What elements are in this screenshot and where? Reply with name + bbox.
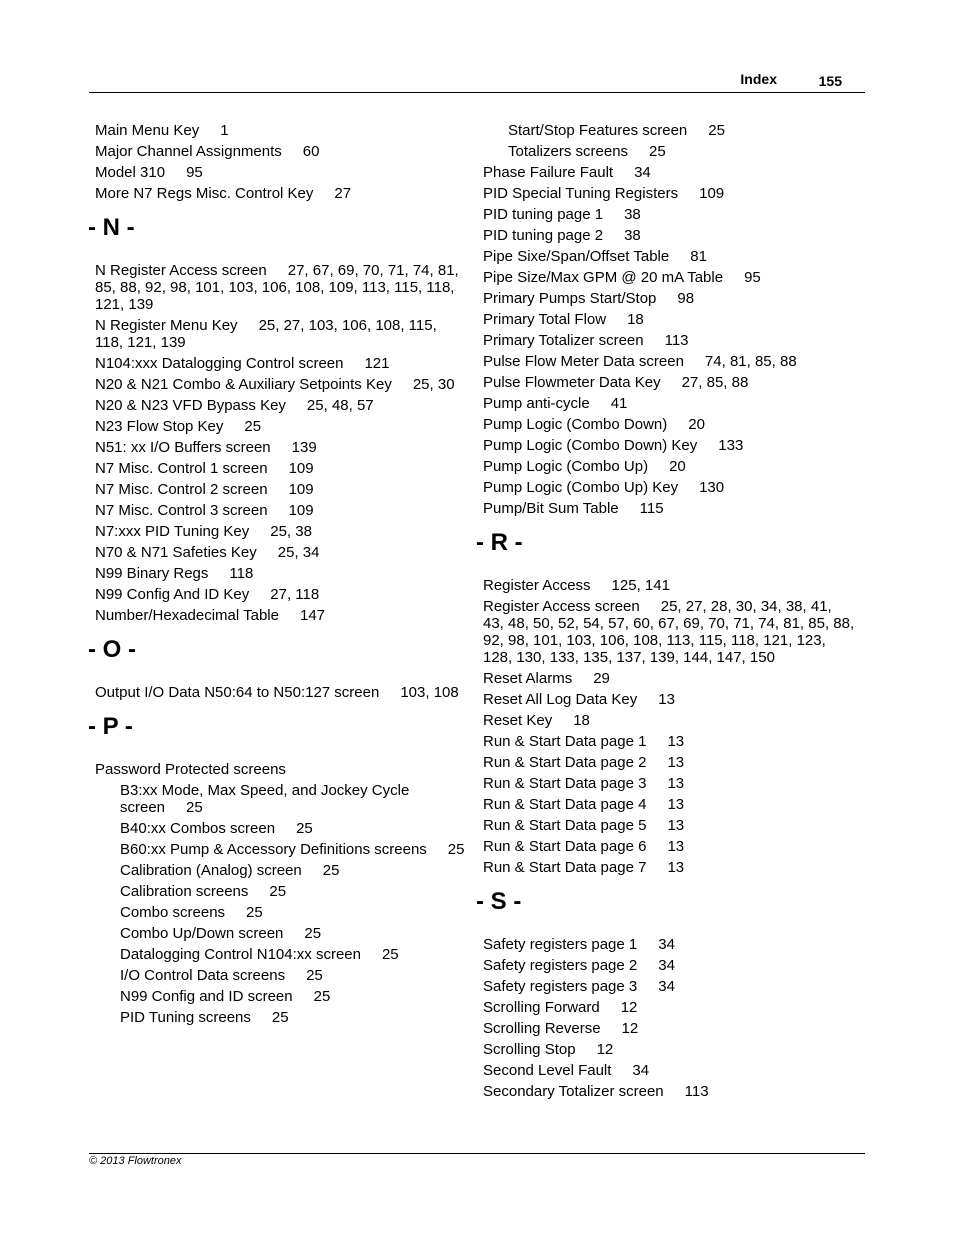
entry-term: N7:xxx PID Tuning Key	[95, 523, 250, 540]
page-header	[89, 70, 865, 93]
index-entry	[483, 936, 855, 953]
index-entry	[95, 397, 467, 414]
entry-pages: 25	[381, 946, 399, 963]
index-subentry	[95, 820, 467, 837]
index-entry	[95, 317, 467, 351]
entry-pages: 109	[288, 502, 314, 519]
entry-pages: 13	[667, 838, 685, 855]
entry-term: Safety registers page 2	[483, 957, 638, 974]
index-entry	[95, 684, 467, 701]
entry-term: Output I/O Data N50:64 to N50:127 screen	[95, 684, 380, 701]
entry-pages: 25	[296, 820, 313, 837]
index-entry	[483, 957, 855, 974]
index-entry	[95, 565, 467, 582]
index-entry	[483, 1083, 855, 1100]
entry-pages: 13	[667, 796, 685, 813]
index-entry	[483, 775, 855, 792]
entry-term: N7 Misc. Control 3 screen	[95, 502, 268, 519]
entry-pages: 13	[667, 754, 685, 771]
entry-term: Combo screens	[120, 904, 226, 921]
index-entry	[95, 607, 467, 624]
index-entry	[483, 269, 855, 286]
entry-term: B40:xx Combos screen	[120, 820, 276, 837]
entry-term: PID Tuning screens	[120, 1009, 251, 1026]
entry-term: Calibration screens	[120, 883, 249, 900]
index-entry	[95, 523, 467, 540]
entry-term: More N7 Regs Misc. Control Key	[95, 185, 314, 202]
section-heading: - S -	[476, 888, 522, 915]
entry-pages: 1	[220, 122, 229, 139]
entry-pages: 81	[690, 248, 707, 265]
index-entry	[483, 999, 855, 1016]
index-entry	[483, 500, 855, 517]
index-entry	[483, 796, 855, 813]
entry-pages: 27, 118	[270, 586, 320, 603]
page-footer	[89, 1153, 865, 1167]
entry-term: Register Access screen	[483, 598, 640, 615]
entry-pages: 25, 48, 57	[306, 397, 374, 414]
entry-term: Pump Logic (Combo Up) Key	[483, 479, 679, 496]
index-subentry	[95, 883, 467, 900]
entry-pages: 25	[322, 862, 340, 879]
entry-pages: 13	[667, 859, 685, 876]
entry-term: PID tuning page 1	[483, 206, 604, 223]
entry-term: Reset Alarms	[483, 670, 573, 687]
index-entry	[483, 712, 855, 729]
entry-term: N7 Misc. Control 2 screen	[95, 481, 268, 498]
index-subentry	[95, 841, 467, 858]
entry-term: Run & Start Data page 4	[483, 796, 647, 813]
index-entry	[483, 227, 855, 244]
entry-term: Run & Start Data page 1	[483, 733, 647, 750]
entry-term: Run & Start Data page 7	[483, 859, 647, 876]
entry-term: N104:xxx Datalogging Control screen	[95, 355, 344, 372]
entry-pages: 25, 30	[412, 376, 455, 393]
entry-term: Primary Pumps Start/Stop	[483, 290, 657, 307]
entry-pages: 13	[667, 775, 685, 792]
index-entry	[95, 544, 467, 561]
entry-pages: 12	[596, 1041, 614, 1058]
entry-pages: 25	[306, 967, 323, 984]
index-entry	[95, 262, 467, 313]
index-column-left	[88, 122, 467, 1030]
entry-pages: 133	[718, 437, 744, 454]
index-entry	[483, 598, 855, 666]
entry-term: Major Channel Assignments	[95, 143, 282, 160]
index-entry	[483, 978, 855, 995]
entry-term: N99 Config And ID Key	[95, 586, 250, 603]
entry-pages: 147	[299, 607, 326, 624]
index-entry	[483, 206, 855, 223]
entry-term: PID Special Tuning Registers	[483, 185, 679, 202]
entry-term: Totalizers screens	[508, 143, 629, 160]
index-entry	[483, 577, 855, 594]
entry-pages: 130	[699, 479, 725, 496]
entry-term: N20 & N21 Combo & Auxiliary Setpoints Key	[95, 376, 392, 393]
index-subentry	[95, 904, 467, 921]
index-entry	[483, 332, 855, 349]
entry-pages: 25	[313, 988, 331, 1005]
entry-pages: 12	[620, 999, 638, 1016]
entry-term: N70 & N71 Safeties Key	[95, 544, 257, 561]
section-heading: - P -	[88, 713, 133, 740]
entry-term: Pipe Size/Max GPM @ 20 mA Table	[483, 269, 724, 286]
entry-term: Run & Start Data page 6	[483, 838, 647, 855]
entry-pages: 38	[624, 206, 641, 223]
index-entry	[483, 859, 855, 876]
entry-pages: 20	[669, 458, 686, 475]
section-heading: - N -	[88, 214, 135, 241]
index-entry	[483, 838, 855, 855]
entry-pages: 95	[744, 269, 761, 286]
entry-pages: 25	[304, 925, 322, 942]
entry-pages: 139	[291, 439, 317, 456]
entry-pages: 25, 38	[270, 523, 312, 540]
index-entry	[95, 502, 467, 519]
index-subentry	[95, 967, 467, 984]
entry-pages: 103, 108	[400, 684, 459, 701]
entry-term: N Register Menu Key	[95, 317, 238, 334]
entry-term: Datalogging Control N104:xx screen	[120, 946, 361, 963]
entry-term: Scrolling Reverse	[483, 1020, 601, 1037]
entry-term: Pulse Flow Meter Data screen	[483, 353, 684, 370]
entry-term: Register Access	[483, 577, 591, 594]
entry-pages: 118	[229, 565, 254, 582]
entry-pages: 27, 85, 88	[681, 374, 749, 391]
entry-pages: 25	[708, 122, 725, 139]
header-title: Index	[740, 71, 777, 87]
entry-pages: 12	[621, 1020, 639, 1037]
entry-term: Safety registers page 1	[483, 936, 638, 953]
footer-copyright: © 2013 Flowtronex	[89, 1155, 182, 1167]
entry-pages: 25, 34	[277, 544, 320, 561]
entry-term: Pump Logic (Combo Down)	[483, 416, 668, 433]
index-entry	[95, 143, 467, 160]
entry-term: Safety registers page 3	[483, 978, 638, 995]
entry-pages: 34	[658, 957, 675, 974]
index-column-right	[476, 122, 855, 1104]
entry-term: Combo Up/Down screen	[120, 925, 284, 942]
entry-term: Run & Start Data page 3	[483, 775, 647, 792]
entry-term: Pulse Flowmeter Data Key	[483, 374, 661, 391]
index-entry	[483, 670, 855, 687]
page-number: 155	[818, 73, 842, 89]
entry-term: I/O Control Data screens	[120, 967, 286, 984]
index-entry	[483, 395, 855, 412]
index-entry	[483, 817, 855, 834]
index-entry	[483, 185, 855, 202]
index-entry	[483, 1020, 855, 1037]
entry-term: Reset Key	[483, 712, 553, 729]
entry-pages: 109	[699, 185, 725, 202]
entry-pages: 18	[573, 712, 590, 729]
index-entry	[483, 290, 855, 307]
entry-term: Run & Start Data page 2	[483, 754, 647, 771]
entry-pages: 38	[624, 227, 641, 244]
index-entry	[483, 1062, 855, 1079]
entry-term: Calibration (Analog) screen	[120, 862, 302, 879]
entry-pages: 25	[246, 904, 263, 921]
entry-pages: 27, 67, 69, 70, 71, 74, 81, 85, 88, 92, 98, 101, 103, 106, 108, 109, 113, 115, 118, 121, 139	[95, 262, 459, 313]
entry-pages: 13	[667, 733, 685, 750]
index-entry	[95, 761, 467, 778]
index-entry	[483, 437, 855, 454]
index-subentry	[95, 782, 467, 816]
entry-pages: 34	[632, 1062, 650, 1079]
index-entry	[483, 754, 855, 771]
entry-pages: 13	[658, 691, 675, 708]
entry-pages: 34	[634, 164, 651, 181]
entry-term: N51: xx I/O Buffers screen	[95, 439, 271, 456]
index-entry	[95, 418, 467, 435]
index-entry	[483, 374, 855, 391]
entry-term: Model 310	[95, 164, 166, 181]
entry-term: Scrolling Forward	[483, 999, 600, 1016]
entry-pages: 98	[677, 290, 695, 307]
entry-term: B60:xx Pump & Accessory Definitions screens	[120, 841, 427, 858]
entry-pages: 25, 27, 103, 106, 108, 115, 118, 121, 139	[95, 317, 437, 351]
entry-pages: 34	[658, 936, 675, 953]
entry-term: Second Level Fault	[483, 1062, 612, 1079]
index-entry	[95, 355, 467, 372]
entry-term: N7 Misc. Control 1 screen	[95, 460, 268, 477]
entry-pages: 25	[271, 1009, 289, 1026]
entry-pages: 20	[688, 416, 705, 433]
entry-pages: 60	[302, 143, 320, 160]
index-subentry	[95, 988, 467, 1005]
entry-term: Phase Failure Fault	[483, 164, 614, 181]
entry-pages: 18	[627, 311, 644, 328]
entry-pages: 125, 141	[611, 577, 670, 594]
index-entry	[95, 376, 467, 393]
index-entry	[95, 164, 467, 181]
entry-pages: 29	[593, 670, 610, 687]
entry-term: Run & Start Data page 5	[483, 817, 647, 834]
index-subentry	[95, 1009, 467, 1026]
index-entry	[483, 416, 855, 433]
entry-pages: 113	[664, 332, 689, 349]
index-entry	[483, 479, 855, 496]
entry-pages: 34	[658, 978, 675, 995]
index-entry	[483, 733, 855, 750]
entry-pages: 109	[288, 481, 314, 498]
index-entry	[95, 460, 467, 477]
entry-term: N Register Access screen	[95, 262, 267, 279]
index-entry	[95, 185, 467, 202]
entry-pages: 41	[610, 395, 628, 412]
entry-term: Pump Logic (Combo Up)	[483, 458, 649, 475]
entry-term: PID tuning page 2	[483, 227, 604, 244]
entry-pages: 74, 81, 85, 88	[704, 353, 797, 370]
entry-term: Pump Logic (Combo Down) Key	[483, 437, 698, 454]
index-entry	[95, 122, 467, 139]
entry-term: Start/Stop Features screen	[508, 122, 688, 139]
index-entry	[483, 458, 855, 475]
index-entry	[483, 353, 855, 370]
entry-term: N99 Binary Regs	[95, 565, 209, 582]
index-entry	[483, 311, 855, 328]
section-heading: - O -	[88, 636, 136, 663]
entry-pages: 25	[447, 841, 465, 858]
entry-term: Pump anti-cycle	[483, 395, 590, 412]
entry-term: N23 Flow Stop Key	[95, 418, 224, 435]
entry-term: Secondary Totalizer screen	[483, 1083, 664, 1100]
entry-pages: 25	[244, 418, 262, 435]
entry-pages: 113	[684, 1083, 709, 1100]
index-entry	[95, 481, 467, 498]
index-entry	[95, 586, 467, 603]
index-subentry	[483, 122, 855, 139]
entry-term: Primary Totalizer screen	[483, 332, 644, 349]
entry-term: Scrolling Stop	[483, 1041, 576, 1058]
section-heading: - R -	[476, 529, 523, 556]
entry-term: Main Menu Key	[95, 122, 200, 139]
entry-term: Number/Hexadecimal Table	[95, 607, 279, 624]
index-entry	[95, 439, 467, 456]
entry-pages: 109	[288, 460, 314, 477]
entry-pages: 25, 27, 28, 30, 34, 38, 41, 43, 48, 50, 52, 54, 57, 60, 67, 69, 70, 71, 74, 81, 85, 88, 92, 98, 101, 103, 106, 108, 113, 115, 118, 121, 123, 128, 130, 133, 135, 137, 139, 144, 147, 150	[483, 598, 855, 666]
index-subentry	[95, 862, 467, 879]
index-entry	[483, 691, 855, 708]
entry-term: Reset All Log Data Key	[483, 691, 638, 708]
entry-pages: 95	[186, 164, 203, 181]
entry-pages: 115	[639, 500, 664, 517]
entry-term: Primary Total Flow	[483, 311, 607, 328]
entry-term: Pipe Sixe/Span/Offset Table	[483, 248, 670, 265]
index-subentry	[483, 143, 855, 160]
index-entry	[483, 164, 855, 181]
index-entry	[483, 1041, 855, 1058]
entry-term: N99 Config and ID screen	[120, 988, 293, 1005]
entry-pages: 13	[667, 817, 685, 834]
entry-term: N20 & N23 VFD Bypass Key	[95, 397, 286, 414]
entry-term: B3:xx Mode, Max Speed, and Jockey Cycle screen	[120, 782, 410, 816]
index-entry	[483, 248, 855, 265]
entry-term: Password Protected screens	[95, 761, 286, 778]
index-subentry	[95, 925, 467, 942]
index-subentry	[95, 946, 467, 963]
entry-pages: 25	[186, 799, 203, 816]
entry-pages: 27	[334, 185, 352, 202]
entry-pages: 121	[364, 355, 390, 372]
entry-term: Pump/Bit Sum Table	[483, 500, 619, 517]
entry-pages: 25	[269, 883, 287, 900]
entry-pages: 25	[649, 143, 666, 160]
